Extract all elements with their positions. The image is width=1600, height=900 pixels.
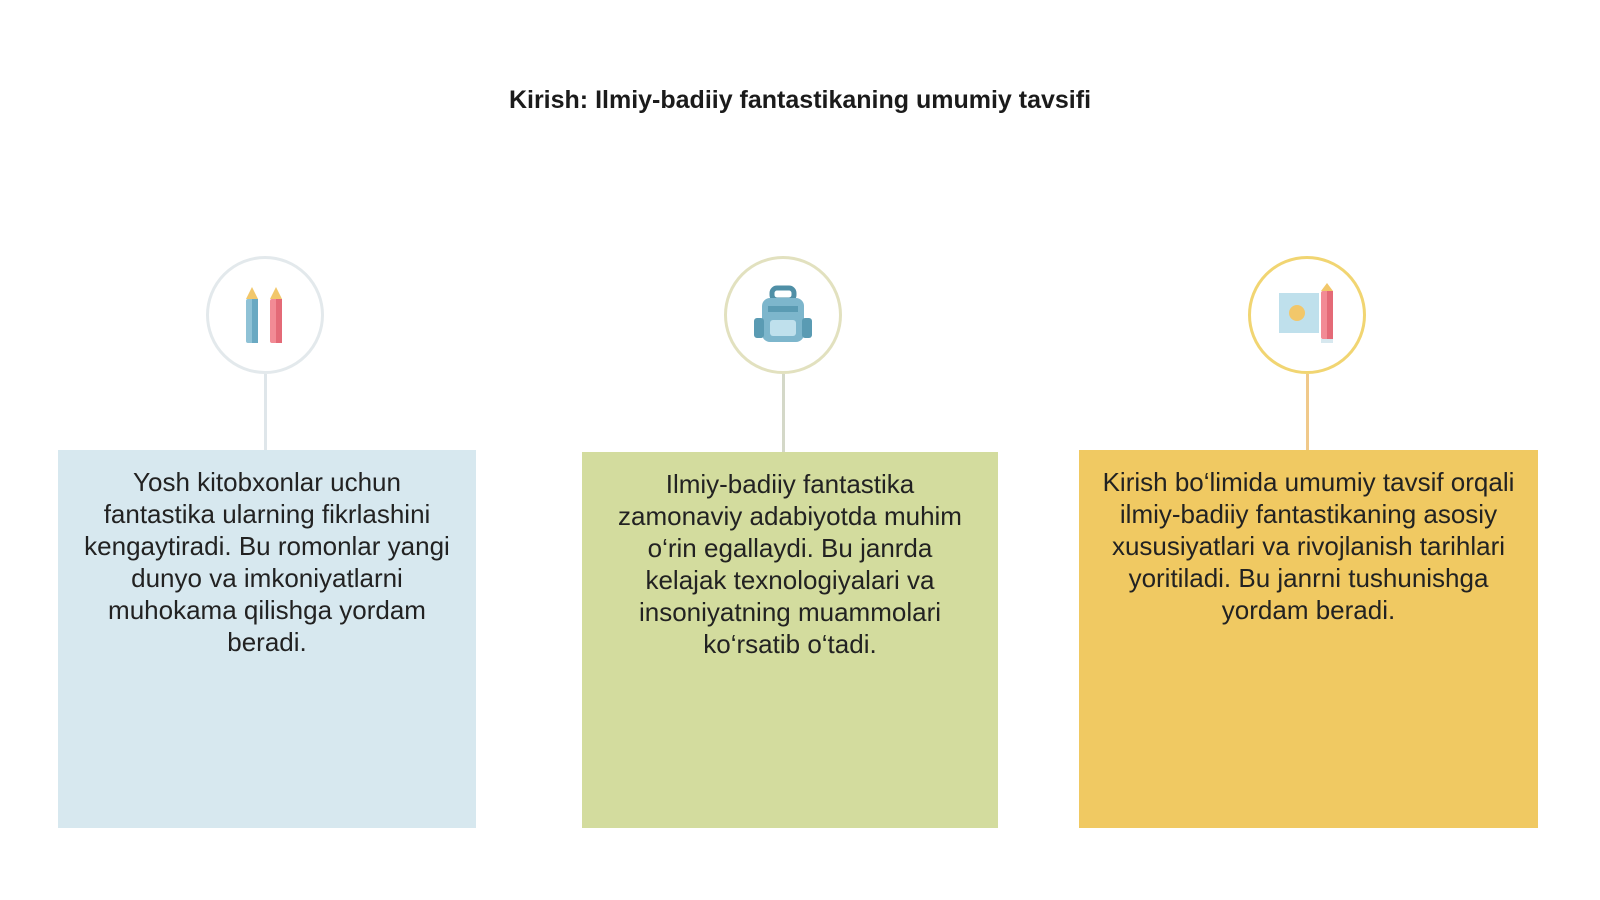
card-2 bbox=[582, 452, 998, 828]
connector-2 bbox=[782, 374, 785, 452]
card-3 bbox=[1079, 450, 1538, 828]
backpack-icon bbox=[752, 284, 814, 346]
card-1 bbox=[58, 450, 476, 828]
connector-3 bbox=[1306, 374, 1309, 450]
card-2-text: Ilmiy-badiiy fantastika zamonaviy adabiyotda muhim o‘rin egallaydi. Bu janrda kelajak texnologiyalari va insoniyatning muammolari ko‘rsatib o‘tadi. bbox=[618, 469, 962, 659]
connector-1 bbox=[264, 374, 267, 450]
card-3-text: Kirish bo‘limida umumiy tavsif orqali ilmiy-badiiy fantastikaning asosiy xususiyatlari va rivojlanish tarihlari yoritiladi. Bu janrni tushunishga yordam beradi. bbox=[1102, 467, 1515, 625]
page-title: Kirish: Ilmiy-badiiy fantastikaning umumiy tavsifi bbox=[508, 86, 1092, 114]
card-1-text: Yosh kitobxonlar uchun fantastika ularning fikrlashini kengaytiradi. Bu romonlar yangi dunyo va imkoniyatlarni muhokama qilishga yordam beradi. bbox=[84, 467, 450, 657]
icon-circle-2 bbox=[724, 256, 842, 374]
pencils-icon bbox=[238, 283, 292, 347]
drawing-icon bbox=[1275, 283, 1339, 347]
icon-circle-1 bbox=[206, 256, 324, 374]
icon-circle-3 bbox=[1248, 256, 1366, 374]
